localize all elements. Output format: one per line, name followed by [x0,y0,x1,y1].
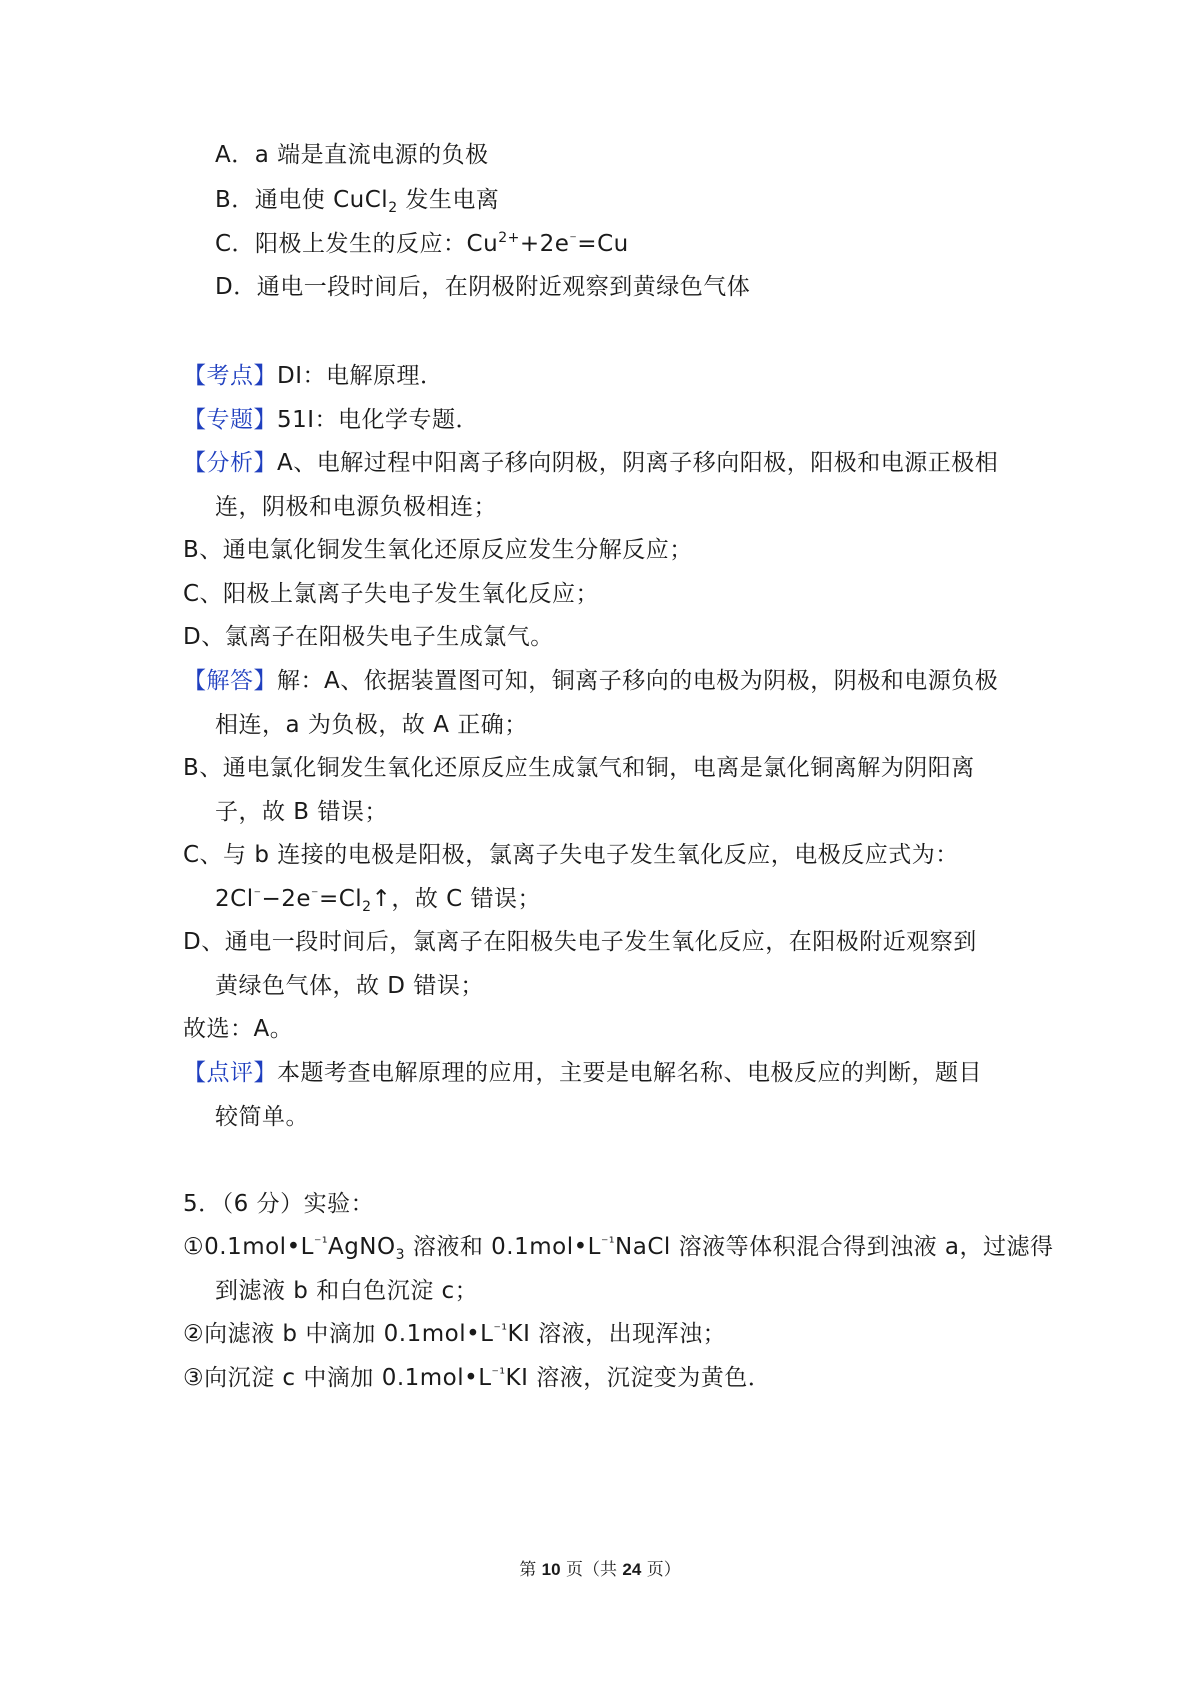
option-b-text-end: 发生电离 [397,187,500,213]
option-d: D．通电一段时间后，在阴极附近观察到黄绿色气体 [215,274,751,300]
superscript: 2+ [498,230,520,246]
step2-text: ②向滤液 b 中滴加 0.1mol•L [183,1321,494,1347]
jieda-c-2 [215,884,541,914]
footer-pre: 第 [519,1560,542,1580]
step2-text-b: KI 溶液，出现浑浊； [507,1321,727,1347]
fenxi-text: A、电解过程中阳离子移向阴极，阴离子移向阳极，阳极和电源正极相 [277,450,999,476]
jieda-line [183,666,998,696]
jieda-line-2: 相连，a 为负极，故 A 正确； [215,712,528,738]
option-c-text: C．阳极上发生的反应：Cu [215,231,499,257]
jieda-d-2: 黄绿色气体，故 D 错误； [215,973,484,999]
option-c-text-end: =Cu [577,231,629,257]
question-5-step-3 [183,1363,771,1393]
jieda-tag: 【解答】 [183,668,277,694]
option-b [215,185,499,215]
step1-text-c: 溶液和 0.1mol•L [405,1234,601,1260]
question-5-step-1-line-2: 到滤液 b 和白色沉淀 c； [215,1278,479,1304]
fenxi-tag: 【分析】 [183,450,277,476]
page-footer [0,1558,1200,1582]
superscript-glyph: ⁻¹ [491,1366,506,1382]
option-c [215,229,629,259]
jieda-c2-text-mid: −2e [261,886,312,912]
step1-text-b: AgNO [327,1234,396,1260]
footer-mid: 页（共 [560,1560,623,1580]
kaodian-text: DI：电解原理． [277,363,444,389]
total-pages: 24 [622,1560,642,1579]
jieda-c2-text: 2Cl [215,886,254,912]
kaodian-tag: 【考点】 [183,363,277,389]
question-5-title: 5．（6 分）实验： [183,1191,375,1217]
guxuan: 故选：A。 [183,1016,294,1042]
question-5-step-2 [183,1319,726,1349]
fenxi-b: B、通电氯化铜发生氧化还原反应发生分解反应； [183,537,693,563]
jieda-c-1: C、与 b 连接的电极是阳极，氯离子失电子发生氧化反应，电极反应式为： [183,842,959,868]
subscript: 2 [388,200,398,216]
superscript-glyph: ⁻¹ [493,1322,508,1338]
superscript-glyph: ⁻¹ [601,1235,616,1251]
option-c-text-mid: +2e [519,231,570,257]
jieda-c2-text-end: ↑，故 C 错误； [371,886,542,912]
kaodian-line [183,361,444,391]
page-number: 10 [541,1560,561,1579]
step3-text-b: KI 溶液，沉淀变为黄色． [505,1365,772,1391]
subscript: 2 [362,899,372,915]
dianping-text: 本题考查电解原理的应用，主要是电解名称、电极反应的判断，题目 [277,1060,982,1086]
question-5-step-1 [183,1232,1053,1262]
subscript: 3 [395,1247,406,1263]
zhuanti-text: 51I：电化学专题． [277,407,480,433]
step3-text: ③向沉淀 c 中滴加 0.1mol•L [183,1365,492,1391]
jieda-text: 解：A、依据装置图可知，铜离子移向的电极为阴极，阴极和电源负极 [277,668,999,694]
superscript-glyph: ⁻ [569,232,578,248]
fenxi-line-2: 连，阴极和电源负极相连； [215,494,497,520]
jieda-b-2: 子，故 B 错误； [215,799,388,825]
fenxi-d: D、氯离子在阳极失电子生成氯气。 [183,624,554,650]
step1-text: ①0.1mol•L [183,1234,314,1260]
zhuanti-tag: 【专题】 [183,407,277,433]
jieda-c2-text-mid2: =Cl [318,886,363,912]
footer-post: 页） [641,1560,681,1580]
zhuanti-line [183,405,479,435]
superscript-glyph: ⁻¹ [313,1235,328,1251]
option-b-text: B．通电使 CuCl [215,187,389,213]
dianping-line-2: 较简单。 [215,1104,309,1130]
step1-text-d: NaCl 溶液等体积混合得到浊液 a，过滤得 [615,1234,1054,1260]
dianping-line [183,1058,982,1088]
superscript-glyph: ⁻ [253,887,262,903]
fenxi-c: C、阳极上氯离子失电子发生氧化反应； [183,581,600,607]
dianping-tag: 【点评】 [183,1060,277,1086]
option-a: A．a 端是直流电源的负极 [215,142,489,168]
jieda-b-1: B、通电氯化铜发生氧化还原反应生成氯气和铜，电离是氯化铜离解为阴阳离 [183,755,975,781]
superscript-glyph: ⁻ [311,887,319,903]
fenxi-line [183,448,998,478]
jieda-d-1: D、通电一段时间后，氯离子在阳极失电子发生氧化反应，在阳极附近观察到 [183,929,977,955]
